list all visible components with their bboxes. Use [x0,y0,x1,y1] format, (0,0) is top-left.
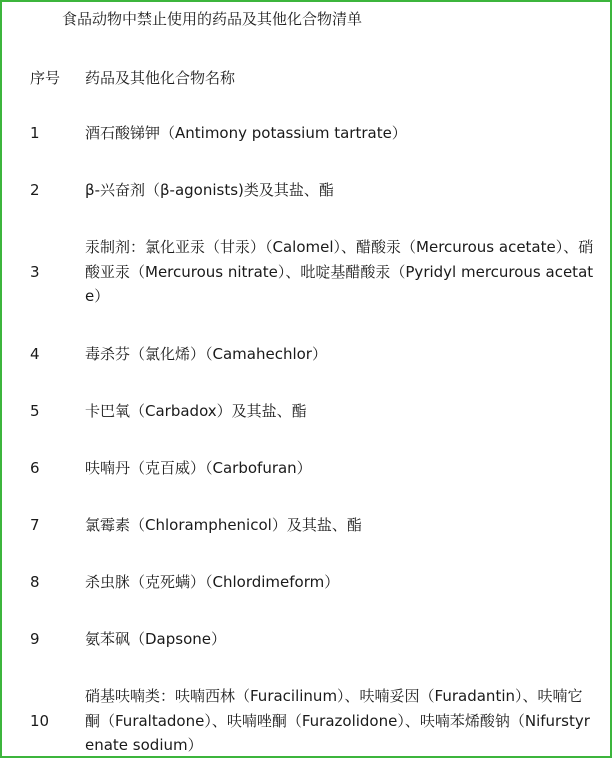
item-number: 1 [30,124,40,142]
item-number: 8 [30,573,40,591]
item-name: 杀虫脒（克死螨）（Chlordimeform） [85,573,340,591]
item-number: 10 [30,712,50,730]
item-name: 硝基呋喃类：呋喃西林（Furacilinum）、呋喃妥因（Furadantin）、呋喃它酮（Furaltadone）、呋喃唑酮（Furazolidone）、呋喃苯烯酸钠（Nifurstyrenate sodium） [85,687,590,754]
item-number: 6 [30,459,40,477]
item-number: 4 [30,345,40,363]
item-name: 汞制剂：氯化亚汞（甘汞）（Calomel）、醋酸汞（Mercurous acetate）、硝酸亚汞（Mercurous nitrate）、吡啶基醋酸汞（Pyridyl mercurous acetate） [85,238,594,305]
item-number: 9 [30,630,40,648]
item-name: 氨苯砜（Dapsone） [85,630,226,648]
item-name: 毒杀芬（氯化烯）（Camahechlor） [85,345,327,363]
item-number: 5 [30,402,40,420]
item-number: 3 [30,263,40,281]
item-number: 2 [30,181,40,199]
item-name: 呋喃丹（克百威）（Carbofuran） [85,459,312,477]
item-name: 酒石酸锑钾（Antimony potassium tartrate） [85,124,407,142]
item-name: β-兴奋剂（β-agonists)类及其盐、酯 [85,181,334,199]
document-title: 食品动物中禁止使用的药品及其他化合物清单 [62,10,363,28]
item-name: 卡巴氧（Carbadox）及其盐、酯 [85,402,307,420]
header-name: 药品及其他化合物名称 [85,69,236,87]
item-number: 7 [30,516,40,534]
header-number: 序号 [30,69,61,87]
item-name: 氯霉素（Chloramphenicol）及其盐、酯 [85,516,362,534]
